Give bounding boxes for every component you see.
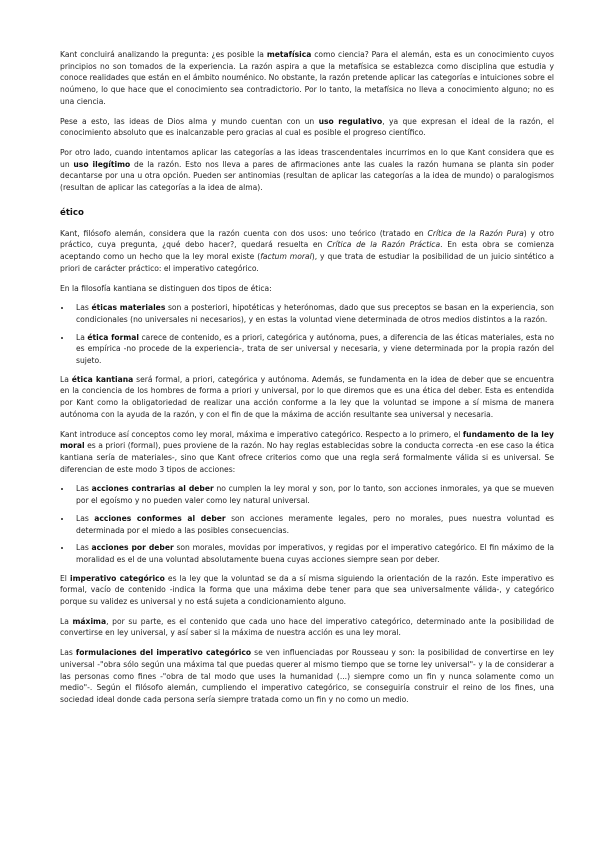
text: ), y que trata de estudiar la posibilidad de un juicio sintético a priori de carácter práctico: el imperativo categórico. — [60, 252, 554, 273]
text: Las — [76, 513, 95, 523]
bold-term: ética formal — [87, 332, 140, 342]
text: Kant introduce así conceptos como ley moral, máxima e imperativo categórico. Respecto a lo primero, el — [60, 429, 463, 439]
text: . En esta obra se comienza aceptando como un hecho que la ley moral existe ( — [60, 240, 554, 262]
text: Las — [76, 543, 92, 553]
text: , por su parte, es el contenido que cada uno hace del imperativo categórico, determinado ante la posibilidad de convertirse en ley universal, y así saber si la máxima de nuestra acción es una ley moral. — [60, 616, 554, 638]
text: son morales, movidas por imperativos, y regidas por el imperativo categórico. El fin máximo de la moralidad es el de una voluntad absolutamente buena cuyas acciones siempre sean por deber. — [76, 543, 554, 564]
bold-term: formulaciones del imperativo categórico — [75, 648, 252, 658]
bold-term: imperativo categórico — [70, 573, 165, 583]
bold-term: ética kantiana — [71, 374, 134, 384]
text: La — [60, 616, 73, 626]
text: Kant concluirá analizando la pregunta: ¿es posible la — [60, 50, 267, 59]
text: es la ley que la voluntad se da a sí misma siguiendo la orientación de la razón. Este imperativo es formal, vacío de contenido -indica la forma que una máxima debe tener para que sea universalmente válida-, y categórico porque su validez es universal y no está sujeta a condicionamiento alguno. — [60, 573, 555, 607]
text: son a posteriori, hipotéticas y heterónomas, dado que sus preceptos se basan en la experiencia, son condicionales (no universales ni necesarios), y en estas la voluntad viene determinada de otros medios distintos a la razón. — [76, 303, 554, 324]
text: no cumplen la ley moral y son, por lo tanto, son acciones inmorales, ya que se mueven por el egoísmo y no pueden valer como ley natural universal. — [76, 484, 554, 506]
text: como ciencia? Para el alemán, esta es un conocimiento cuyos principios no son tomados de la experiencia. La razón aspira a que la metafísica se establezca como disciplina que estudia y conoce realidades que están en el ámbito nouménico. No obstante, la razón pretende aplicar las categorías e intuiciones sobre el noúmeno, lo que hace que el conocimiento sea contradictorio. Por lo tanto, la metafísica no lleva a conocimiento alguno; no es una ciencia. — [60, 50, 554, 106]
paragraph-tipos-etica-intro: En la filosofía kantiana se distinguen dos tipos de ética: — [60, 283, 272, 293]
paragraph-formulaciones — [60, 647, 554, 706]
paragraph-usos-razon — [60, 228, 554, 275]
list-item — [72, 483, 554, 506]
list-item — [72, 302, 554, 325]
text: Kant, filósofo alemán, considera que la razón cuenta con dos usos: uno teórico (tratado en — [60, 228, 428, 238]
text: La — [60, 374, 72, 384]
text: Por otro lado, cuando intentamos aplicar las categorías a las ideas trascendentales incurrimos en lo que Kant considera que es un — [60, 147, 554, 169]
bold-term: máxima — [72, 616, 107, 626]
text: será formal, a priori, categórica y autónoma. Además, se fundamenta en la idea de deber que se encuentra en la conciencia de los hombres de forma a priori y universal, por lo que diremos que es una ética del deber. Esta es entendida por Kant como la obligatoriedad de realizar una acción conforme a la ley que la voluntad se impone a sí misma de manera autónoma con la ayuda de la razón, y con el fin de que la máxima de acción resultante sea universal y necesaria. — [60, 374, 554, 419]
list-tipos-etica — [60, 302, 554, 367]
text: ) y otro práctico, cuya pregunta, ¿qué debo hacer?, quedará resuelta en — [60, 228, 554, 250]
text: se ven influenciadas por Rousseau y son: la posibilidad de convertirse en ley universal -"obra sólo según una máxima tal que puedas querer al mismo tiempo que se torne ley universal"- y la de considerar a las personas como fines -"obra de tal modo que uses la humanidad (...) siempre como un fin y nunca solamente como un medio"-. Según el filósofo alemán, cumpliendo el imperativo categórico, se conseguiría construir el reino de los fines, una sociedad ideal donde cada persona sería siempre tratada como un fin y no como un medio. — [60, 648, 554, 704]
list-item — [72, 513, 554, 536]
text: Las — [76, 303, 92, 313]
italic-title: Crítica de la Razón Práctica — [327, 240, 441, 250]
paragraph-ley-moral — [60, 429, 554, 476]
text: Pese a esto, las ideas de Dios alma y mundo cuentan con un — [60, 116, 319, 126]
paragraph-metafisica — [60, 49, 554, 108]
text: Las — [76, 484, 92, 494]
paragraph-imperativo-categorico — [60, 573, 554, 608]
paragraph-etica-kantiana — [60, 374, 554, 421]
text: , ya que expresan el ideal de la razón, el conocimiento absoluto que es inalcanzable pero gracias al cual es posible el progreso científico. — [60, 116, 555, 138]
bold-term: uso ilegítimo — [73, 159, 131, 169]
bold-term: acciones contrarias al deber — [91, 484, 214, 494]
paragraph-maxima — [60, 616, 554, 639]
text: El — [60, 573, 70, 583]
bold-term: metafísica — [266, 50, 312, 59]
bold-term: acciones conformes al deber — [94, 513, 226, 523]
text: de la razón. Esto nos lleva a pares de afirmaciones ante las cuales la razón humana se planta sin poder decantarse por una u otra opción. Pueden ser antinomias (resultan de aplicar las categorías a la idea de mundo) o paralogismos (resultan de aplicar las categorías a la idea de alma). — [60, 159, 555, 193]
list-tipos-acciones — [60, 483, 554, 565]
list-item — [72, 332, 554, 367]
bold-term: éticas materiales — [91, 303, 166, 313]
document-page — [60, 49, 554, 714]
italic-title: Crítica de la Razón Pura — [427, 228, 524, 238]
text: Las — [60, 648, 76, 658]
section-heading-etico: ético — [60, 207, 84, 218]
bold-term: acciones por deber — [91, 543, 174, 553]
bold-term: fundamento de la ley moral — [60, 429, 554, 451]
italic-term: factum moral — [260, 252, 312, 262]
paragraph-uso-ilegitimo — [60, 147, 554, 194]
text: es a priori (formal), pues proviene de la razón. No hay reglas establecidas sobre la conducta correcta -en ese caso la ética kantiana sería de materiales-, sino que Kant ofrece criterios como que una regla será formalmente válida si es universal. Se diferencian de este modo 3 tipos de acciones: — [60, 441, 554, 474]
text: son acciones meramente legales, pero no morales, pues nuestra voluntad es determinada por el miedo a las posibles consecuencias. — [76, 513, 554, 535]
text: La — [76, 332, 88, 342]
list-item — [72, 542, 554, 565]
bold-term: uso regulativo — [318, 116, 383, 126]
text: carece de contenido, es a priori, categórica y autónoma, pues, a diferencia de las éticas materiales, esta no es empírica -no procede de la experiencia-, trata de ser universal y necesaria, y viene determinada por la propia razón del sujeto. — [76, 332, 554, 366]
paragraph-uso-regulativo — [60, 116, 554, 139]
